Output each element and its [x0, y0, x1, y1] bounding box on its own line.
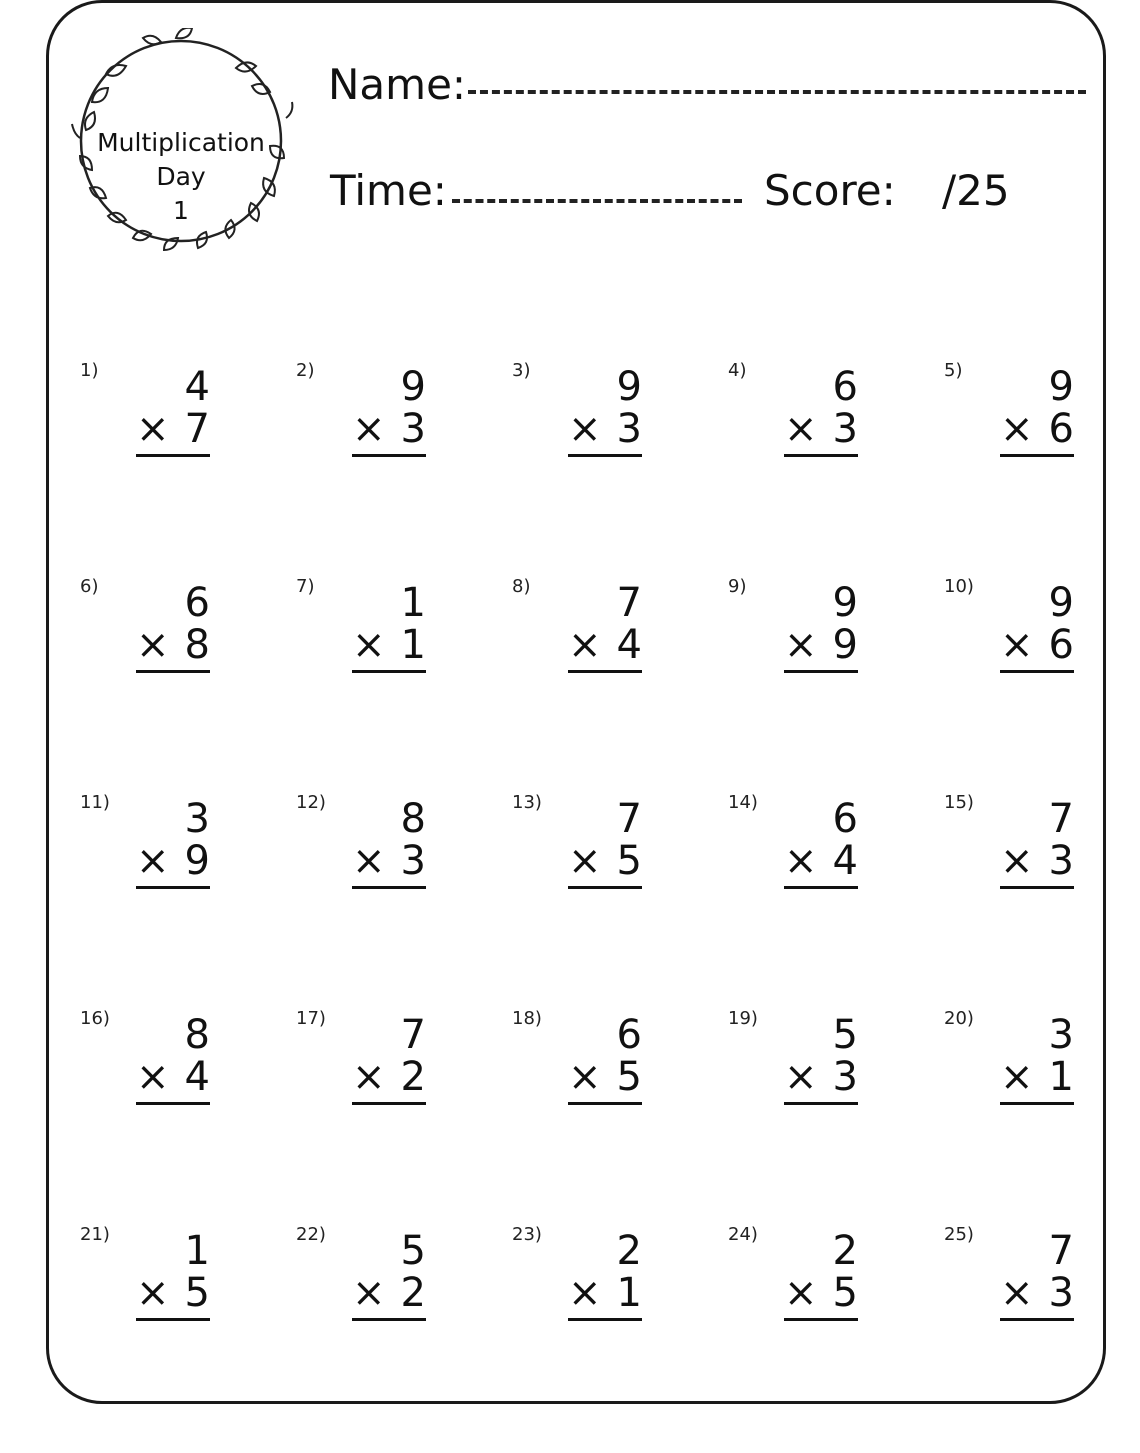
problem-item [728, 360, 928, 480]
problem-item [944, 576, 1140, 696]
problem-item [512, 792, 712, 912]
multiplicand: 7 [400, 1012, 426, 1058]
multiply-sign: × [1000, 1054, 1034, 1100]
problem-number: 8) [512, 576, 531, 597]
answer-line[interactable] [352, 840, 426, 889]
multiplier: 3 [400, 406, 426, 452]
problem-number: 11) [80, 792, 110, 813]
multiplicand: 8 [400, 796, 426, 842]
multiplier: 3 [400, 838, 426, 884]
badge-subtitle: Day [156, 162, 206, 191]
multiply-sign: × [352, 1054, 386, 1100]
multiply-sign: × [784, 1270, 818, 1316]
multiplier: 3 [1048, 1270, 1074, 1316]
multiply-sign: × [784, 1054, 818, 1100]
multiplicand: 6 [616, 1012, 642, 1058]
answer-line[interactable] [784, 1272, 858, 1321]
name-label: Name: [328, 60, 467, 109]
multiply-sign: × [136, 622, 170, 668]
problem-item [80, 1008, 280, 1128]
multiplier: 1 [1048, 1054, 1074, 1100]
problem-number: 24) [728, 1224, 758, 1245]
title-badge [66, 28, 296, 254]
answer-line[interactable] [784, 1056, 858, 1105]
problem-number: 16) [80, 1008, 110, 1029]
name-write-line[interactable] [468, 90, 1086, 94]
multiply-sign: × [1000, 1270, 1034, 1316]
multiplier: 3 [1048, 838, 1074, 884]
problem-number: 5) [944, 360, 963, 381]
problem-item [944, 1008, 1140, 1128]
problem-number: 17) [296, 1008, 326, 1029]
answer-line[interactable] [1000, 1056, 1074, 1105]
problem-number: 18) [512, 1008, 542, 1029]
problem-item [296, 1224, 496, 1344]
problem-number: 9) [728, 576, 747, 597]
multiplicand: 3 [184, 796, 210, 842]
multiplicand: 4 [184, 364, 210, 410]
answer-line[interactable] [1000, 840, 1074, 889]
multiply-sign: × [784, 406, 818, 452]
answer-line[interactable] [136, 1272, 210, 1321]
multiply-sign: × [568, 406, 602, 452]
multiply-sign: × [784, 622, 818, 668]
time-label: Time: [330, 166, 447, 215]
multiplier: 5 [832, 1270, 858, 1316]
multiply-sign: × [568, 1054, 602, 1100]
multiply-sign: × [136, 838, 170, 884]
multiplier: 4 [616, 622, 642, 668]
multiplicand: 5 [400, 1228, 426, 1274]
problem-number: 12) [296, 792, 326, 813]
multiplier: 3 [832, 406, 858, 452]
answer-line[interactable] [784, 408, 858, 457]
multiply-sign: × [1000, 838, 1034, 884]
badge-title: Multiplication [97, 128, 265, 157]
answer-line[interactable] [352, 1056, 426, 1105]
answer-line[interactable] [784, 624, 858, 673]
problem-item [512, 576, 712, 696]
answer-line[interactable] [136, 624, 210, 673]
answer-line[interactable] [784, 840, 858, 889]
multiplicand: 7 [1048, 1228, 1074, 1274]
multiplier: 5 [616, 838, 642, 884]
problem-item [728, 1008, 928, 1128]
multiplicand: 5 [832, 1012, 858, 1058]
problem-number: 23) [512, 1224, 542, 1245]
multiply-sign: × [568, 622, 602, 668]
problem-number: 1) [80, 360, 99, 381]
multiplicand: 9 [1048, 364, 1074, 410]
multiplicand: 6 [832, 796, 858, 842]
multiplicand: 9 [832, 580, 858, 626]
multiplicand: 2 [616, 1228, 642, 1274]
problem-item [80, 1224, 280, 1344]
badge-day-number: 1 [173, 196, 189, 225]
multiplier: 8 [184, 622, 210, 668]
multiply-sign: × [352, 622, 386, 668]
multiply-sign: × [136, 406, 170, 452]
multiplicand: 9 [400, 364, 426, 410]
score-total: /25 [942, 166, 1010, 215]
score-label: Score: [764, 166, 896, 215]
answer-line[interactable] [136, 408, 210, 457]
answer-line[interactable] [568, 1056, 642, 1105]
answer-line[interactable] [1000, 624, 1074, 673]
problem-item [512, 360, 712, 480]
multiplier: 4 [184, 1054, 210, 1100]
problem-number: 4) [728, 360, 747, 381]
answer-line[interactable] [1000, 408, 1074, 457]
multiplier: 3 [832, 1054, 858, 1100]
problem-number: 20) [944, 1008, 974, 1029]
multiplier: 7 [184, 406, 210, 452]
problem-number: 25) [944, 1224, 974, 1245]
multiply-sign: × [136, 1054, 170, 1100]
multiplier: 5 [184, 1270, 210, 1316]
multiplicand: 1 [400, 580, 426, 626]
problem-item [728, 792, 928, 912]
multiplicand: 9 [616, 364, 642, 410]
problem-number: 15) [944, 792, 974, 813]
multiply-sign: × [352, 406, 386, 452]
problem-item [512, 1224, 712, 1344]
multiply-sign: × [1000, 406, 1034, 452]
multiplier: 9 [184, 838, 210, 884]
multiply-sign: × [136, 1270, 170, 1316]
multiplicand: 6 [832, 364, 858, 410]
multiplier: 5 [616, 1054, 642, 1100]
problem-number: 10) [944, 576, 974, 597]
multiply-sign: × [568, 838, 602, 884]
multiplier: 6 [1048, 622, 1074, 668]
problem-item [728, 576, 928, 696]
answer-line[interactable] [352, 408, 426, 457]
multiplicand: 7 [616, 580, 642, 626]
multiplicand: 6 [184, 580, 210, 626]
multiply-sign: × [568, 1270, 602, 1316]
problem-item [80, 360, 280, 480]
answer-line[interactable] [568, 408, 642, 457]
problem-item [80, 792, 280, 912]
problem-item [296, 360, 496, 480]
problem-item [728, 1224, 928, 1344]
answer-line[interactable] [136, 1056, 210, 1105]
multiplicand: 7 [1048, 796, 1074, 842]
multiplier: 1 [400, 622, 426, 668]
multiplicand: 1 [184, 1228, 210, 1274]
multiplicand: 7 [616, 796, 642, 842]
answer-line[interactable] [352, 1272, 426, 1321]
problem-item [80, 576, 280, 696]
problem-number: 2) [296, 360, 315, 381]
multiplicand: 8 [184, 1012, 210, 1058]
multiplier: 4 [832, 838, 858, 884]
problem-number: 14) [728, 792, 758, 813]
answer-line[interactable] [352, 624, 426, 673]
problem-number: 19) [728, 1008, 758, 1029]
multiplicand: 3 [1048, 1012, 1074, 1058]
problem-item [944, 360, 1140, 480]
time-write-line[interactable] [452, 199, 742, 203]
answer-line[interactable] [1000, 1272, 1074, 1321]
multiplier: 1 [616, 1270, 642, 1316]
problem-item [944, 1224, 1140, 1344]
multiply-sign: × [352, 1270, 386, 1316]
problem-item [944, 792, 1140, 912]
multiplier: 9 [832, 622, 858, 668]
problem-item [296, 576, 496, 696]
problem-number: 6) [80, 576, 99, 597]
multiplier: 2 [400, 1054, 426, 1100]
answer-line[interactable] [568, 840, 642, 889]
problem-item [512, 1008, 712, 1128]
answer-line[interactable] [136, 840, 210, 889]
multiply-sign: × [784, 838, 818, 884]
answer-line[interactable] [568, 1272, 642, 1321]
answer-line[interactable] [568, 624, 642, 673]
problem-number: 3) [512, 360, 531, 381]
problem-item [296, 792, 496, 912]
problem-number: 7) [296, 576, 315, 597]
multiply-sign: × [352, 838, 386, 884]
multiply-sign: × [1000, 622, 1034, 668]
problem-number: 21) [80, 1224, 110, 1245]
problem-item [296, 1008, 496, 1128]
problem-number: 22) [296, 1224, 326, 1245]
multiplicand: 2 [832, 1228, 858, 1274]
multiplier: 6 [1048, 406, 1074, 452]
multiplier: 2 [400, 1270, 426, 1316]
problem-number: 13) [512, 792, 542, 813]
multiplier: 3 [616, 406, 642, 452]
multiplicand: 9 [1048, 580, 1074, 626]
